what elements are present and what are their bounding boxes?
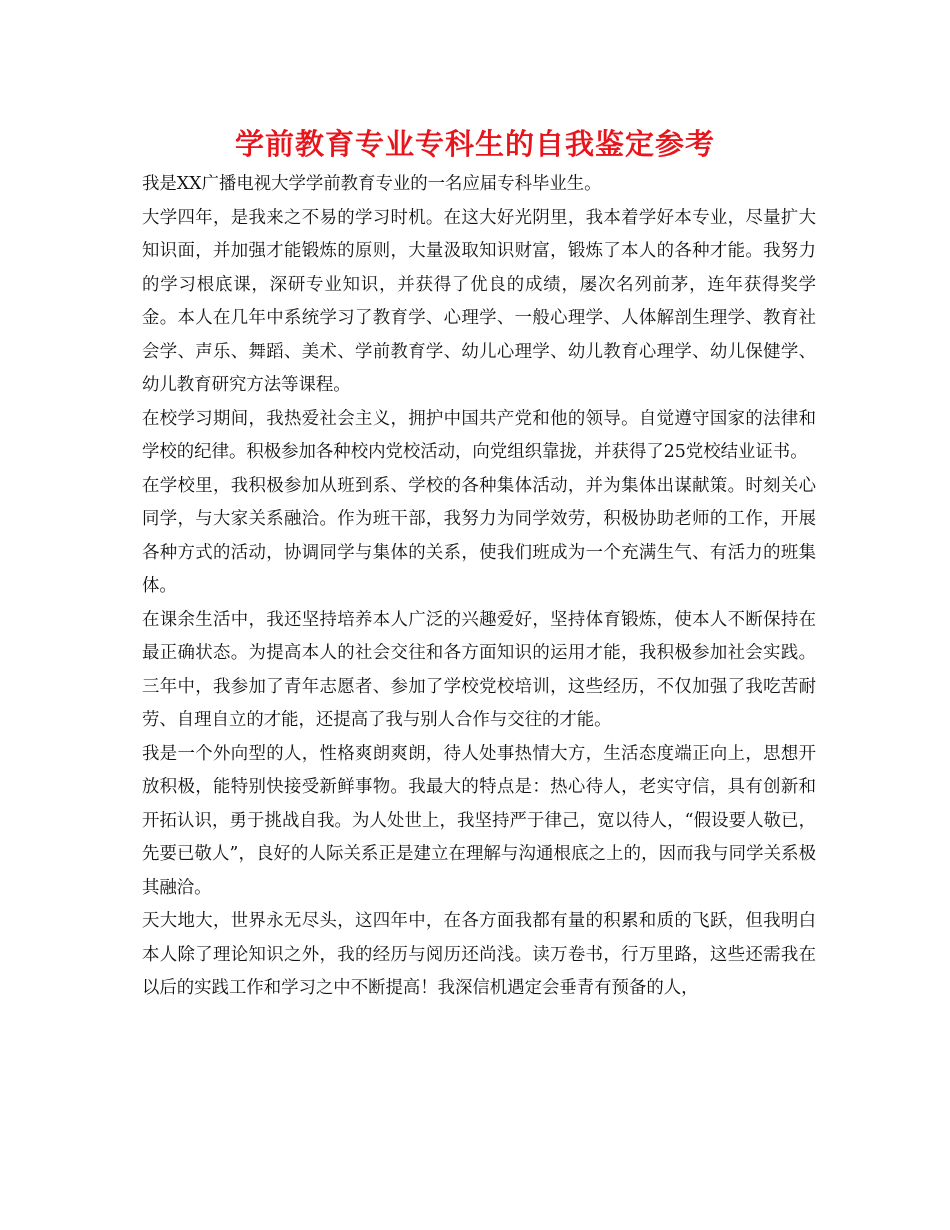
paragraph-personality: 我是一个外向型的人，性格爽朗爽朗，待人处事热情大方，生活态度端正向上，思想开放积极，能特别快接受新鲜事物。我最大的特点是：热心待人，老实守信，具有创新和开拓认识，勇于挑战自我。为人处世上，我坚持严于律己，宽以待人，“假设要人敬已，先要已敬人”，良好的人际关系正是建立在理解与沟通根底之上的，因而我与同学关系极其融洽。 bbox=[142, 743, 816, 898]
document-body bbox=[142, 168, 816, 1006]
document-title: 学前教育专业专科生的自我鉴定参考 bbox=[234, 127, 715, 161]
paragraph-study: 大学四年，是我来之不易的学习时机。在这大好光阴里，我本着学好本专业，尽量扩大知识面，并加强才能锻炼的原则，大量汲取知识财富，锻炼了本人的各种才能。我努力的学习根底课，深研专业知识，并获得了优良的成绩，屡次名列前茅，连年获得奖学金。本人在几年中系统学习了教育学、心理学、一般心理学、人体解剖生理学、教育社会学、声乐、舞蹈、美术、学前教育学、幼儿心理学、幼儿教育心理学、幼儿保健学、幼儿教育研究方法等课程。 bbox=[142, 207, 816, 395]
paragraph-extracurricular: 在课余生活中，我还坚持培养本人广泛的兴趣爱好，坚持体育锻炼，使本人不断保持在最正确状态。为提高本人的社会交往和各方面知识的运用才能，我积极参加社会实践。三年中，我参加了青年志愿者、参加了学校党校培训，这些经历，不仅加强了我吃苦耐劳、自理自立的才能，还提高了我与别人合作与交往的才能。 bbox=[142, 609, 816, 730]
paragraph-collective: 在学校里，我积极参加从班到系、学校的各种集体活动，并为集体出谋献策。时刻关心同学，与大家关系融洽。作为班干部，我努力为同学效劳，积极协助老师的工作，开展各种方式的活动，协调同学与集体的关系，使我们班成为一个充满生气、有活力的班集体。 bbox=[142, 475, 816, 596]
paragraph-outlook: 天大地大，世界永无尽头，这四年中，在各方面我都有量的积累和质的飞跃，但我明白本人除了理论知识之外，我的经历与阅历还尚浅。读万卷书，行万里路，这些还需我在以后的实践工作和学习之中不断提高！我深信机遇定会垂青有预备的人， bbox=[142, 911, 816, 998]
paragraph-intro: 我是XX广播电视大学学前教育专业的一名应届专科毕业生。 bbox=[142, 174, 602, 194]
paragraph-political: 在校学习期间，我热爱社会主义，拥护中国共产党和他的领导。自觉遵守国家的法律和学校的纪律。积极参加各种校内党校活动，向党组织靠拢，并获得了25党校结业证书。 bbox=[142, 408, 816, 462]
